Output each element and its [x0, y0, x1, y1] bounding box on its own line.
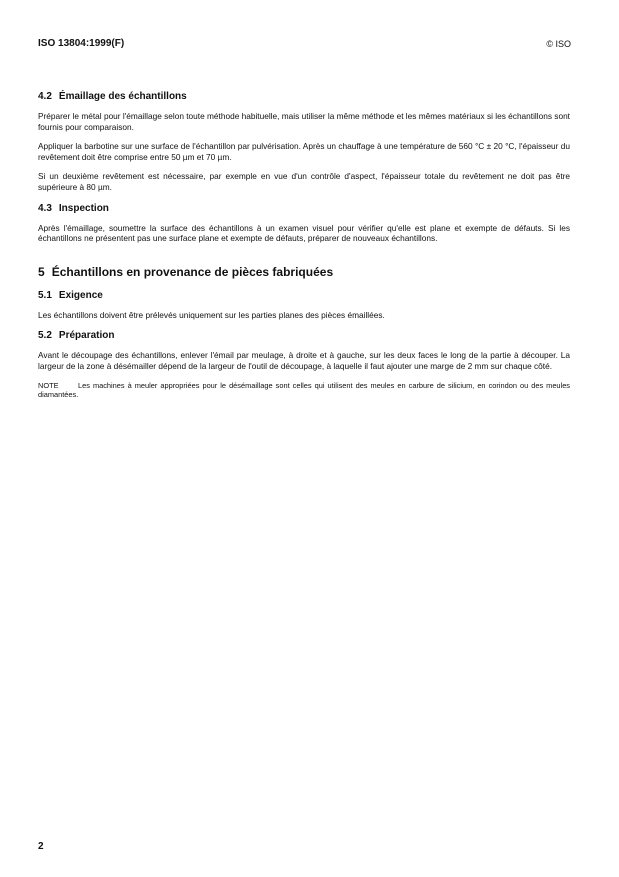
heading-title: Exigence — [58, 289, 103, 301]
heading-title: Inspection — [58, 202, 109, 214]
note — [38, 381, 570, 400]
spacer — [38, 253, 570, 265]
paragraph: Après l'émaillage, soumettre la surface des échantillons à un examen visuel pour vérifier qu'elle est plane et exempte de défauts. Si les échantillons ne présentent pas une surface plane et exempte de défauts, préparer de nouveaux échantillons. — [38, 222, 570, 244]
document-body — [38, 90, 570, 407]
heading-4-2 — [38, 90, 570, 103]
heading-number: 4.2 — [38, 91, 52, 102]
heading-5 — [38, 265, 570, 280]
paragraph: Avant le découpage des échantillons, enlever l'émail par meulage, à droite et à gauche, sur les deux faces le long de la partie à découper. La largeur de la zone à désémailler dépend de la largeur de l'outil de découpage, à laquelle il faut ajouter une marge de 2 mm sur chaque côté. — [38, 350, 570, 371]
copyright-label: © ISO — [546, 39, 571, 49]
note-text: Les machines à meuler appropriées pour le désémaillage sont celles qui utilisent des meules en carbure de silicium, en corindon ou des meules diamantées. — [38, 380, 570, 399]
heading-number: 5.1 — [38, 289, 52, 301]
heading-5-2 — [38, 329, 570, 342]
heading-number: 5 — [38, 264, 45, 279]
paragraph: Les échantillons doivent être prélevés uniquement sur les parties planes des pièces émaillées. — [38, 309, 385, 320]
heading-title: Échantillons en provenance de pièces fabriquées — [51, 264, 334, 279]
note-label: NOTE — [38, 380, 59, 390]
paragraph: Appliquer la barbotine sur une surface de l'échantillon par pulvérisation. Après un chauffage à une température de 560 °C ± 20 °C, l'épaisseur du revêtement doit être comprise entre 50 µm et 70 µm. — [38, 141, 570, 162]
paragraph: Si un deuxième revêtement est nécessaire, par exemple en vue d'un contrôle d'aspect, l'épaisseur totale du revêtement ne doit pas être supérieure à 80 µm. — [38, 171, 570, 192]
heading-4-3 — [38, 202, 570, 215]
heading-number: 5.2 — [38, 330, 52, 342]
heading-5-1 — [38, 289, 570, 302]
document-id: ISO 13804:1999(F) — [38, 38, 125, 49]
heading-title: Préparation — [58, 330, 115, 342]
heading-number: 4.3 — [38, 202, 52, 214]
paragraph: Préparer le métal pour l'émaillage selon toute méthode habituelle, mais utiliser la même méthode et les mêmes matériaux si les échantillons sont fournis pour comparaison. — [38, 111, 570, 132]
heading-title: Émaillage des échantillons — [58, 91, 187, 102]
page-number: 2 — [38, 841, 44, 852]
